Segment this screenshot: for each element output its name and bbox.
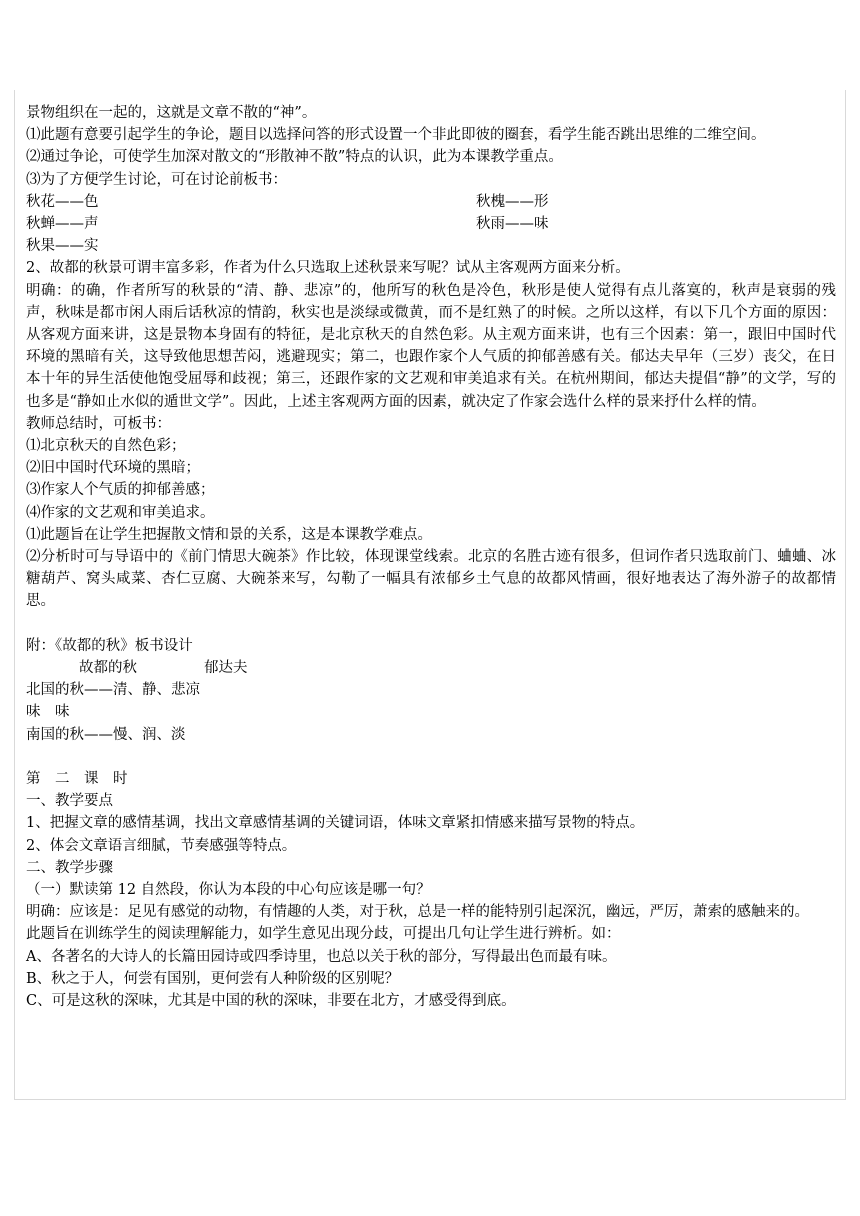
section-heading: 二、教学步骤 [26, 859, 113, 876]
text-line: （一）默读第 12 自然段，你认为本段的中心句应该是哪一句？ [26, 882, 431, 899]
list-item: ⑴北京秋天的自然色彩； [26, 438, 186, 455]
board-item: 秋果——实 [26, 238, 99, 255]
section-heading: 一、教学要点 [26, 793, 113, 810]
text-line: ⑴此题旨在让学生把握散文情和景的关系，这是本课教学难点。 [26, 526, 432, 543]
text-line: ⑵分析时可与导语中的《前门情思大碗茶》作比较，体现课堂线索。北京的名胜古迹有很多，但词作者只选取前门、蛐蛐、冰糖葫芦、窝头咸菜、杏仁豆腐、大碗茶来写，勾勒了一幅具有浓郁乡土气息的故都风情画，很好地表达了海外游子的故都情思。 [26, 549, 836, 610]
text-line: ⑶为了方便学生讨论，可在讨论前板书： [26, 171, 287, 188]
board-author: 郁达夫 [204, 660, 248, 677]
board-line: 北国的秋——清、静、悲凉 [26, 682, 200, 699]
text-line: 明确：应该是：足见有感觉的动物，有情趣的人类，对于秋，总是一样的能特别引起深沉，幽远，严厉，萧索的感触来的。 [26, 904, 809, 921]
option-line: C、可是这秋的深味，尤其是中国的秋的深味，非要在北方，才感受得到底。 [26, 993, 516, 1010]
board-item: 秋槐——形 [476, 193, 549, 210]
text-line: 2、故都的秋景可谓丰富多彩，作者为什么只选取上述秋景来写呢？试从主客观两方面来分析。 [26, 260, 630, 277]
board-line: 味 味 [26, 704, 70, 721]
blank-line [26, 613, 836, 635]
text-line: 1、把握文章的感情基调，找出文章感情基调的关键词语，体味文章紧扣情感来描写景物的特点。 [26, 815, 645, 832]
text-line: 景物组织在一起的，这就是文章不散的“神”。 [26, 105, 317, 121]
section-heading: 附：《故都的秋》板书设计 [26, 637, 193, 654]
document-body [26, 102, 836, 1012]
list-item: ⑷作家的文艺观和审美追求。 [26, 504, 215, 521]
option-line: B、秋之于人，何尝有国别，更何尝有人种阶级的区别呢？ [26, 970, 400, 987]
list-item: ⑵旧中国时代环境的黑暗； [26, 460, 200, 477]
text-line: 2、体会文章语言细腻，节奏感强等特点。 [26, 837, 297, 854]
list-item: ⑶作家人个气质的抑郁善感； [26, 482, 215, 499]
board-row-2 [26, 213, 836, 235]
lesson-heading: 第 二 课 时 [26, 771, 128, 788]
board-title: 故都的秋 [79, 660, 137, 677]
text-line: ⑴此题有意要引起学生的争论，题目以选择问答的形式设置一个非此即彼的圈套，看学生能否跳出思维的二维空间。 [26, 127, 766, 144]
text-line: 教师总结时，可板书： [26, 415, 171, 432]
board-item: 秋蝉——声 [26, 216, 99, 233]
board-line: 南国的秋——慢、润、淡 [26, 726, 186, 743]
text-line: 此题旨在训练学生的阅读理解能力，如学生意见出现分歧，可提出几句让学生进行辨析。如： [26, 926, 621, 943]
board-title-row [26, 657, 836, 679]
option-line: A、各著名的大诗人的长篇田园诗或四季诗里，也总以关于秋的部分，写得最出色而最有味。 [26, 948, 617, 965]
answer-paragraph: 明确：的确，作者所写的秋景的“清、静、悲凉”的，他所写的秋色是冷色，秋形是使人觉得有点儿落寞的，秋声是衰弱的残声，秋味是都市闲人雨后话秋凉的情韵，秋实也是淡绿或微黄，而不是红熟了的时候。之所以这样，有以下几个方面的原因：从客观方面来讲，这是景物本身固有的特征，是北京秋天的自然色彩。从主观方面来讲，也有三个因素：第一，跟旧中国时代环境的黑暗有关，这导致他思想苦闷，逃避现实；第二，也跟作家个人气质的抑郁善感有关。郁达夫早年（三岁）丧父，在日本十年的异生活使他饱受屈辱和歧视；第三，还跟作家的文艺观和审美追求有关。在杭州期间，郁达夫提倡“静”的文学，写的也多是“静如止水似的遁世文学”。因此，上述主客观两方面的因素，就决定了作家会选什么样的景来抒什么样的情。 [26, 282, 836, 410]
board-item: 秋花——色 [26, 193, 99, 210]
blank-line [26, 746, 836, 768]
board-row-1 [26, 191, 836, 213]
text-line: ⑵通过争论，可使学生加深对散文的“形散神不散”特点的认识，此为本课教学重点。 [26, 149, 563, 166]
board-item: 秋雨——味 [476, 216, 549, 233]
